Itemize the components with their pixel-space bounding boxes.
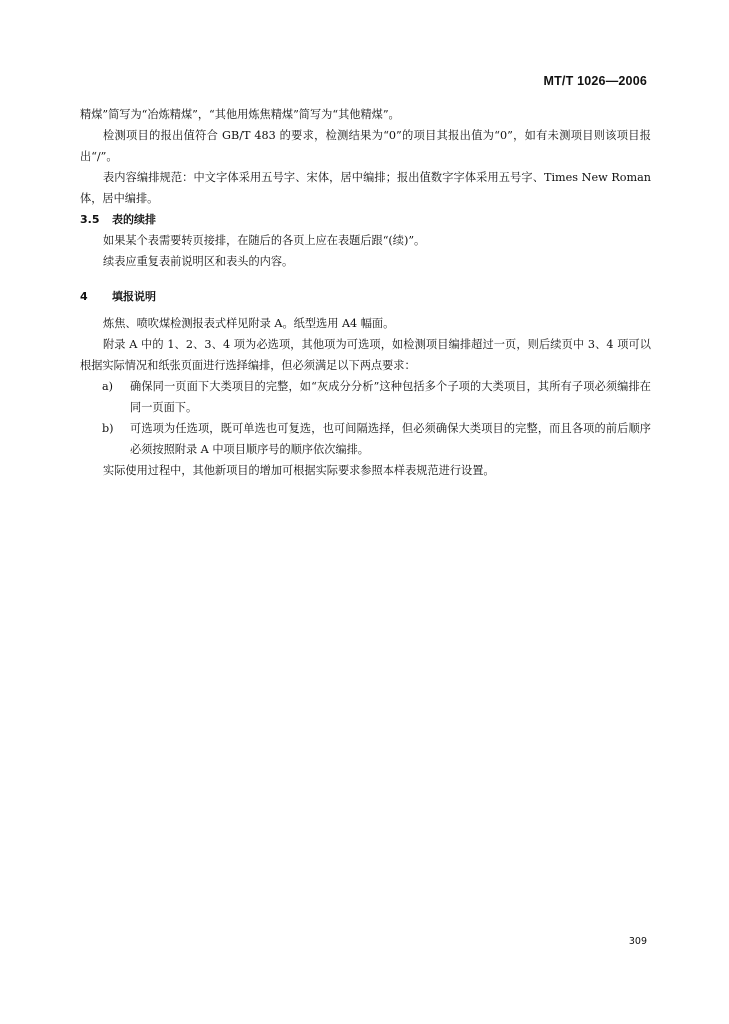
body-text bbox=[80, 104, 651, 481]
section-gap bbox=[80, 272, 651, 286]
list-item-mark: a) bbox=[102, 380, 114, 393]
standard-code: MT/T 1026—2006 bbox=[543, 74, 647, 88]
section-number: 3.5 bbox=[80, 213, 100, 226]
paragraph-continuation: 精煤”简写为“冶炼精煤”，“其他用炼焦精煤”简写为“其他精煤”。 bbox=[80, 108, 400, 121]
paragraph-continued-table: 续表应重复表前说明区和表头的内容。 bbox=[103, 255, 294, 268]
list-item bbox=[80, 418, 651, 460]
section-heading-3-5 bbox=[80, 209, 651, 230]
page-number: 309 bbox=[628, 936, 647, 947]
list-item-text: 可选项为任选项，既可单选也可复选，也可间隔选择，但必须确保大类项目的完整，而且各项的前后顺序必须按照附录 A 中项目顺序号的顺序依次编排。 bbox=[130, 422, 651, 456]
paragraph-table-format: 表内容编排规范：中文字体采用五号字、宋体，居中编排；报出值数字字体采用五号字、Times New Roman 体，居中编排。 bbox=[80, 171, 651, 205]
list-item-mark: b) bbox=[102, 422, 114, 435]
paragraph-reported-values: 检测项目的报出值符合 GB/T 483 的要求，检测结果为“0”的项目其报出值为“0”，如有未测项目则该项目报出“/”。 bbox=[80, 129, 651, 163]
section-title: 填报说明 bbox=[112, 290, 156, 303]
paragraph-table-continuation: 如果某个表需要转页接排，在随后的各页上应在表题后跟“(续)”。 bbox=[103, 234, 426, 247]
section-heading-4 bbox=[80, 286, 651, 307]
paragraph-report-sample: 炼焦、喷吹煤检测报表式样见附录 A。纸型选用 A4 幅面。 bbox=[103, 317, 395, 330]
section-number: 4 bbox=[80, 290, 88, 303]
list-item-text: 确保同一页面下大类项目的完整，如“灰成分分析”这种包括多个子项的大类项目，其所有子项必须编排在同一页面下。 bbox=[130, 380, 651, 414]
paragraph-required-items: 附录 A 中的 1、2、3、4 项为必选项，其他项为可选项，如检测项目编排超过一页，则后续页中 3、4 项可以根据实际情况和纸张页面进行选择编排，但必须满足以下两点要求： bbox=[80, 338, 651, 372]
paragraph-actual-use: 实际使用过程中，其他新项目的增加可根据实际要求参照本样表规范进行设置。 bbox=[103, 464, 495, 477]
list-item bbox=[80, 376, 651, 418]
section-title: 表的续排 bbox=[112, 213, 156, 226]
